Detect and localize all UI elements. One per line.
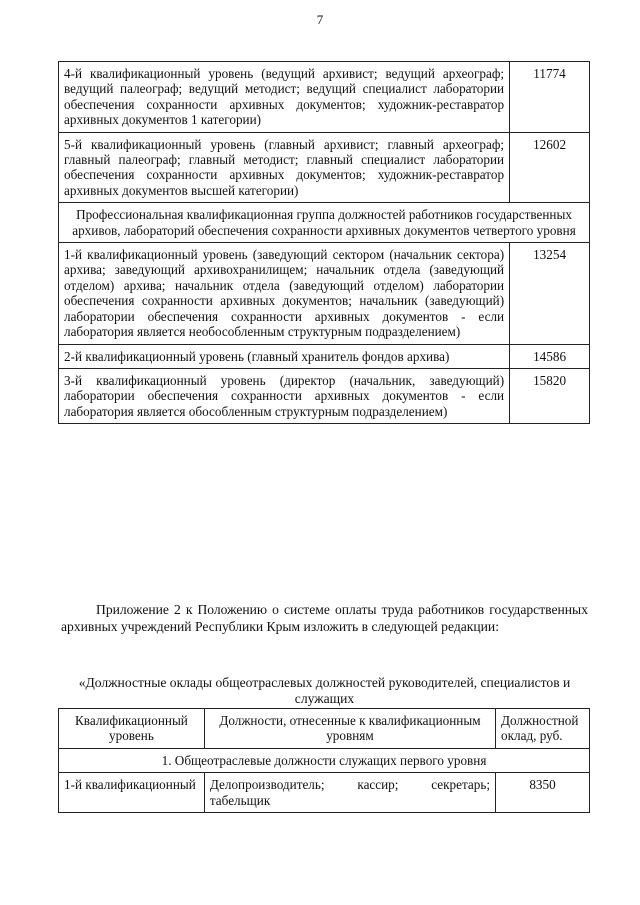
salary-cell: 14586 — [510, 344, 590, 368]
header-qualification-level: Квалификационный уровень — [59, 709, 205, 749]
qualification-level-cell: 5-й квалификационный уровень (главный архивист; главный археограф; главный палеограф; главный методист; главный специалист лаборатории обеспечения сохранности архивных документов; художник-реставратор архивных документов высшей категории) — [59, 132, 510, 203]
table-group-row — [59, 748, 590, 772]
table-row — [59, 344, 590, 368]
qualification-level-cell: 4-й квалификационный уровень (ведущий архивист; ведущий археограф; ведущий палеограф; ведущий методист; ведущий специалист лаборатории обеспечения сохранности архивных документов; художник-реставратор архивных документов 1 категории) — [59, 62, 510, 133]
header-positions: Должности, отнесенные к квалификационным уровням — [204, 709, 495, 749]
salary-cell: 12602 — [510, 132, 590, 203]
page-number: 7 — [316, 12, 324, 27]
table-caption: «Должностные оклады общеотраслевых должностей руководителей, специалистов и служащих — [78, 675, 571, 706]
table-header-row — [59, 709, 590, 749]
qualification-level-cell: 3-й квалификационный уровень (директор (начальник, заведующий) лаборатории обеспечения сохранности архивных документов - если лаборатория является обособленным структурным подразделением) — [59, 368, 510, 423]
amendment-paragraph: Приложение 2 к Положению о системе оплаты труда работников государственных архивных учреждений Республики Крым изложить в следующей редакции: — [61, 602, 588, 634]
qualification-level-cell: 1-й квалификационный уровень (заведующий сектором (начальник сектора) архива; заведующий архивохранилищем; начальник отдела (заведующий отделом) архива; начальник отдела (заведующий отделом) лаборатории обеспечения сохранности архивных документов; начальник (заведующий) лаборатории обеспечения сохранности архивных документов - если лаборатория является необособленным структурным подразделением) — [59, 243, 510, 344]
header-salary: Должностной оклад, руб. — [496, 709, 590, 749]
qualification-level-cell: 2-й квалификационный уровень (главный хранитель фондов архива) — [59, 344, 510, 368]
group-heading-cell: Профессиональная квалификационная группа должностей работников государственных архивов, лабораторий обеспечения сохранности архивных документов четвертого уровня — [59, 203, 590, 243]
table-group-row — [59, 203, 590, 243]
table-row — [59, 773, 590, 813]
group-heading-cell: 1. Общеотраслевые должности служащих первого уровня — [59, 748, 590, 772]
salary-cell: 15820 — [510, 368, 590, 423]
salary-cell: 11774 — [510, 62, 590, 133]
general-positions-salary-table — [58, 708, 590, 813]
salary-table-archives — [58, 61, 590, 424]
positions-cell: Делопроизводитель; кассир; секретарь; табельщик — [204, 773, 495, 813]
table-row — [59, 243, 590, 344]
table-row — [59, 368, 590, 423]
salary-cell: 8350 — [496, 773, 590, 813]
qualification-level-cell: 1-й квалификационный — [59, 773, 205, 813]
salary-cell: 13254 — [510, 243, 590, 344]
table-row — [59, 62, 590, 133]
table-row — [59, 132, 590, 203]
